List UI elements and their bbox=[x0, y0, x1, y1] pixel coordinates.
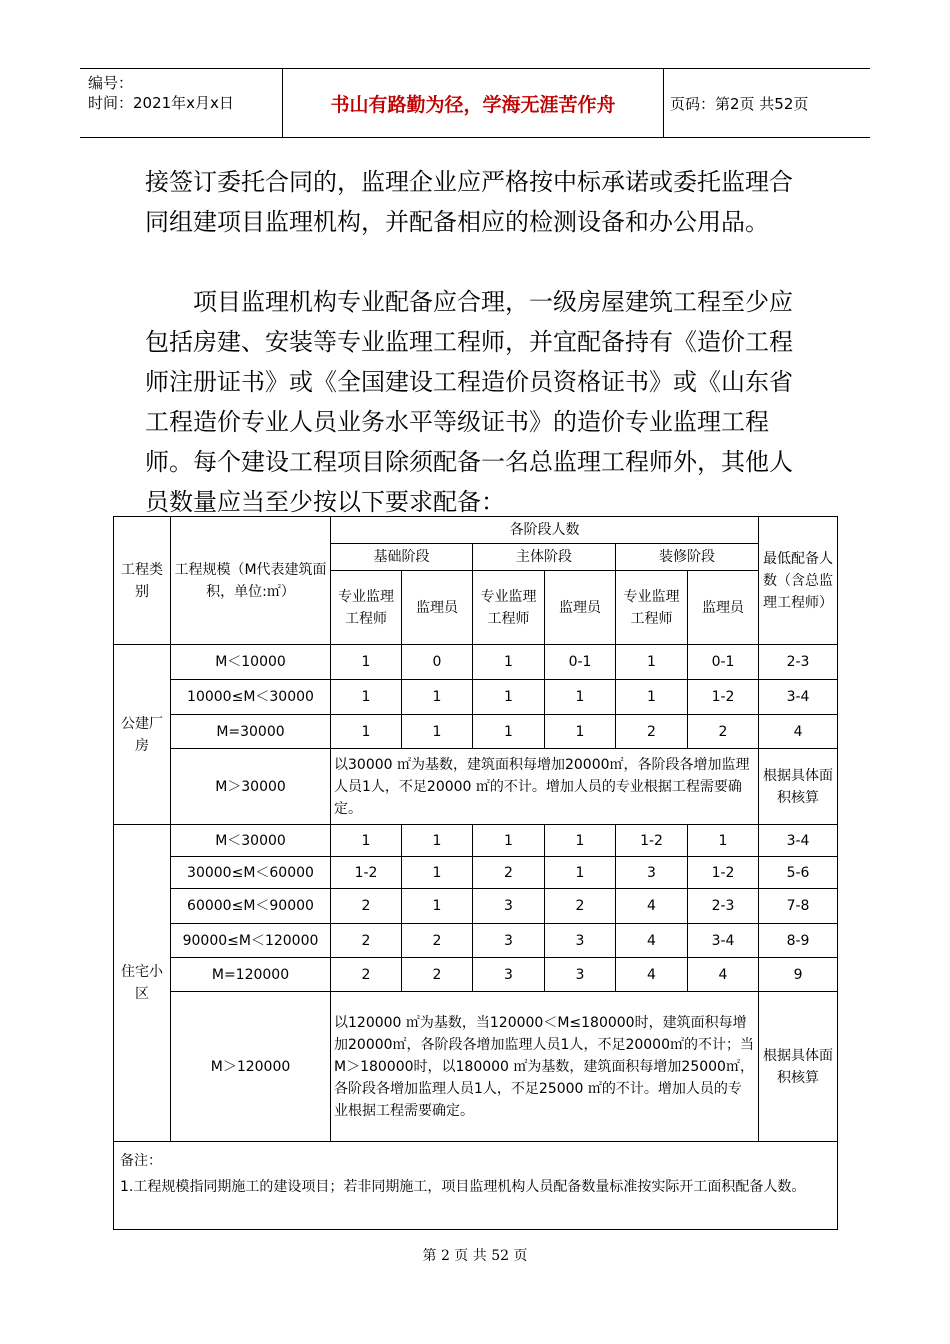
cell: 1 bbox=[331, 680, 402, 715]
table-row bbox=[114, 924, 838, 958]
cell: M＜10000 bbox=[171, 645, 331, 680]
header-project-type: 工程类别 bbox=[114, 517, 171, 645]
header-stage-main: 主体阶段 bbox=[473, 544, 616, 571]
cell: 1 bbox=[331, 715, 402, 749]
group-public-buildings: 公建厂房 bbox=[114, 645, 171, 825]
header-meta bbox=[88, 73, 234, 113]
cell: 1 bbox=[688, 825, 759, 857]
cell: 2 bbox=[331, 924, 402, 958]
header-project-scale: 工程规模（M代表建筑面积，单位:㎡） bbox=[171, 517, 331, 645]
header-supervisor: 监理员 bbox=[402, 571, 473, 645]
cell: 3 bbox=[473, 958, 545, 992]
page-footer: 第 2 页 共 52 页 bbox=[422, 1248, 528, 1264]
cell: 1 bbox=[616, 645, 688, 680]
cell: 3 bbox=[616, 857, 688, 889]
paragraph-1: 接签订委托合同的，监理企业应严格按中标承诺或委托监理合同组建项目监理机构，并配备相应的检测设备和办公用品。 bbox=[145, 168, 793, 236]
cell: 1 bbox=[545, 857, 616, 889]
header-number: 编号： bbox=[88, 74, 134, 92]
header-date: 时间：2021年x月x日 bbox=[88, 94, 234, 112]
cell: 1 bbox=[402, 889, 473, 924]
cell: 2 bbox=[616, 715, 688, 749]
cell: 1 bbox=[616, 680, 688, 715]
cell: 1 bbox=[331, 825, 402, 857]
cell: 根据具体面积核算 bbox=[759, 749, 838, 825]
paragraph-2: 项目监理机构专业配备应合理，一级房屋建筑工程至少应包括房建、安装等专业监理工程师，并宜配备持有《造价工程师注册证书》或《全国建设工程造价员资格证书》或《山东省工程造价专业人员业务水平等级证书》的造价专业监理工程师。每个建设工程项目除须配备一名总监理工程师外，其他人员数量应当至少按以下要求配备： bbox=[145, 288, 793, 516]
rule-text-public: 以30000 ㎡为基数，建筑面积每增加20000㎡，各阶段各增加监理人员1人，不足20000 ㎡的不计。增加人员的专业根据工程需要确定。 bbox=[331, 749, 759, 825]
cell: 1 bbox=[545, 825, 616, 857]
header-engineer: 专业监理工程师 bbox=[616, 571, 688, 645]
header-supervisor: 监理员 bbox=[688, 571, 759, 645]
cell: 2-3 bbox=[688, 889, 759, 924]
cell: 4 bbox=[616, 958, 688, 992]
cell: 1 bbox=[402, 857, 473, 889]
header-page: 页码：第2页 共52页 bbox=[670, 94, 809, 113]
table-note-row bbox=[114, 1142, 838, 1230]
cell: 根据具体面积核算 bbox=[759, 992, 838, 1142]
cell: 1 bbox=[473, 715, 545, 749]
cell: 3 bbox=[545, 924, 616, 958]
cell: 3-4 bbox=[759, 825, 838, 857]
header-supervisor: 监理员 bbox=[545, 571, 616, 645]
cell: 1 bbox=[473, 825, 545, 857]
cell: 4 bbox=[688, 958, 759, 992]
cell: 0 bbox=[402, 645, 473, 680]
table-note bbox=[114, 1142, 838, 1230]
cell: 2 bbox=[331, 958, 402, 992]
table-row bbox=[114, 889, 838, 924]
cell: 1 bbox=[473, 645, 545, 680]
cell: M=30000 bbox=[171, 715, 331, 749]
cell: M＞120000 bbox=[171, 992, 331, 1142]
cell: 3 bbox=[473, 889, 545, 924]
header-stage-staff: 各阶段人数 bbox=[331, 517, 759, 544]
cell: 1-2 bbox=[331, 857, 402, 889]
header-stage-foundation: 基础阶段 bbox=[331, 544, 473, 571]
cell: 0-1 bbox=[688, 645, 759, 680]
table-row bbox=[114, 825, 838, 857]
cell: 1-2 bbox=[688, 680, 759, 715]
cell: 3 bbox=[545, 958, 616, 992]
cell: 4 bbox=[616, 889, 688, 924]
header-engineer: 专业监理工程师 bbox=[331, 571, 402, 645]
table-row bbox=[114, 680, 838, 715]
cell: 1-2 bbox=[688, 857, 759, 889]
cell: 1 bbox=[402, 680, 473, 715]
cell: 1 bbox=[402, 825, 473, 857]
note-title: 备注： bbox=[120, 1153, 162, 1169]
table-row bbox=[114, 857, 838, 889]
cell: 2 bbox=[688, 715, 759, 749]
rule-text-residential: 以120000 ㎡为基数，当120000＜M≤180000时，建筑面积每增加20000㎡，各阶段各增加监理人员1人，不足20000㎡的不计；当M＞180000时，以180000 ㎡为基数，建筑面积每增加25000㎡，各阶段各增加监理人员1人，不足25000 ㎡的不计。增加人员的专业根据工程需要确定。 bbox=[331, 992, 759, 1142]
header-engineer: 专业监理工程师 bbox=[473, 571, 545, 645]
cell: 1 bbox=[545, 680, 616, 715]
table-row bbox=[114, 715, 838, 749]
cell: 0-1 bbox=[545, 645, 616, 680]
cell: 60000≤M＜90000 bbox=[171, 889, 331, 924]
note-text: 1.工程规模指同期施工的建设项目；若非同期施工，项目监理机构人员配备数量标准按实际开工面积配备人数。 bbox=[120, 1179, 806, 1195]
cell: 2 bbox=[473, 857, 545, 889]
table-row bbox=[114, 958, 838, 992]
table-row bbox=[114, 749, 838, 825]
header-min-staff: 最低配备人数（含总监理工程师） bbox=[759, 517, 838, 645]
staffing-table bbox=[113, 516, 838, 1230]
cell: M＞30000 bbox=[171, 749, 331, 825]
group-residential: 住宅小区 bbox=[114, 825, 171, 1142]
cell: 2 bbox=[402, 958, 473, 992]
table-row bbox=[114, 992, 838, 1142]
cell: 1 bbox=[545, 715, 616, 749]
cell: 1 bbox=[402, 715, 473, 749]
cell: 7-8 bbox=[759, 889, 838, 924]
cell: M=120000 bbox=[171, 958, 331, 992]
cell: 2-3 bbox=[759, 645, 838, 680]
cell: 2 bbox=[545, 889, 616, 924]
cell: 4 bbox=[616, 924, 688, 958]
cell: 10000≤M＜30000 bbox=[171, 680, 331, 715]
header-motto: 书山有路勤为径，学海无涯苦作舟 bbox=[282, 69, 664, 137]
cell: 4 bbox=[759, 715, 838, 749]
table-row bbox=[114, 645, 838, 680]
cell: 8-9 bbox=[759, 924, 838, 958]
cell: 5-6 bbox=[759, 857, 838, 889]
cell: M＜30000 bbox=[171, 825, 331, 857]
cell: 3-4 bbox=[759, 680, 838, 715]
cell: 3-4 bbox=[688, 924, 759, 958]
cell: 1 bbox=[331, 645, 402, 680]
cell: 2 bbox=[402, 924, 473, 958]
cell: 9 bbox=[759, 958, 838, 992]
cell: 3 bbox=[473, 924, 545, 958]
cell: 1 bbox=[473, 680, 545, 715]
cell: 90000≤M＜120000 bbox=[171, 924, 331, 958]
page-header bbox=[80, 68, 870, 138]
cell: 2 bbox=[331, 889, 402, 924]
cell: 30000≤M＜60000 bbox=[171, 857, 331, 889]
header-stage-decoration: 装修阶段 bbox=[616, 544, 759, 571]
cell: 1-2 bbox=[616, 825, 688, 857]
